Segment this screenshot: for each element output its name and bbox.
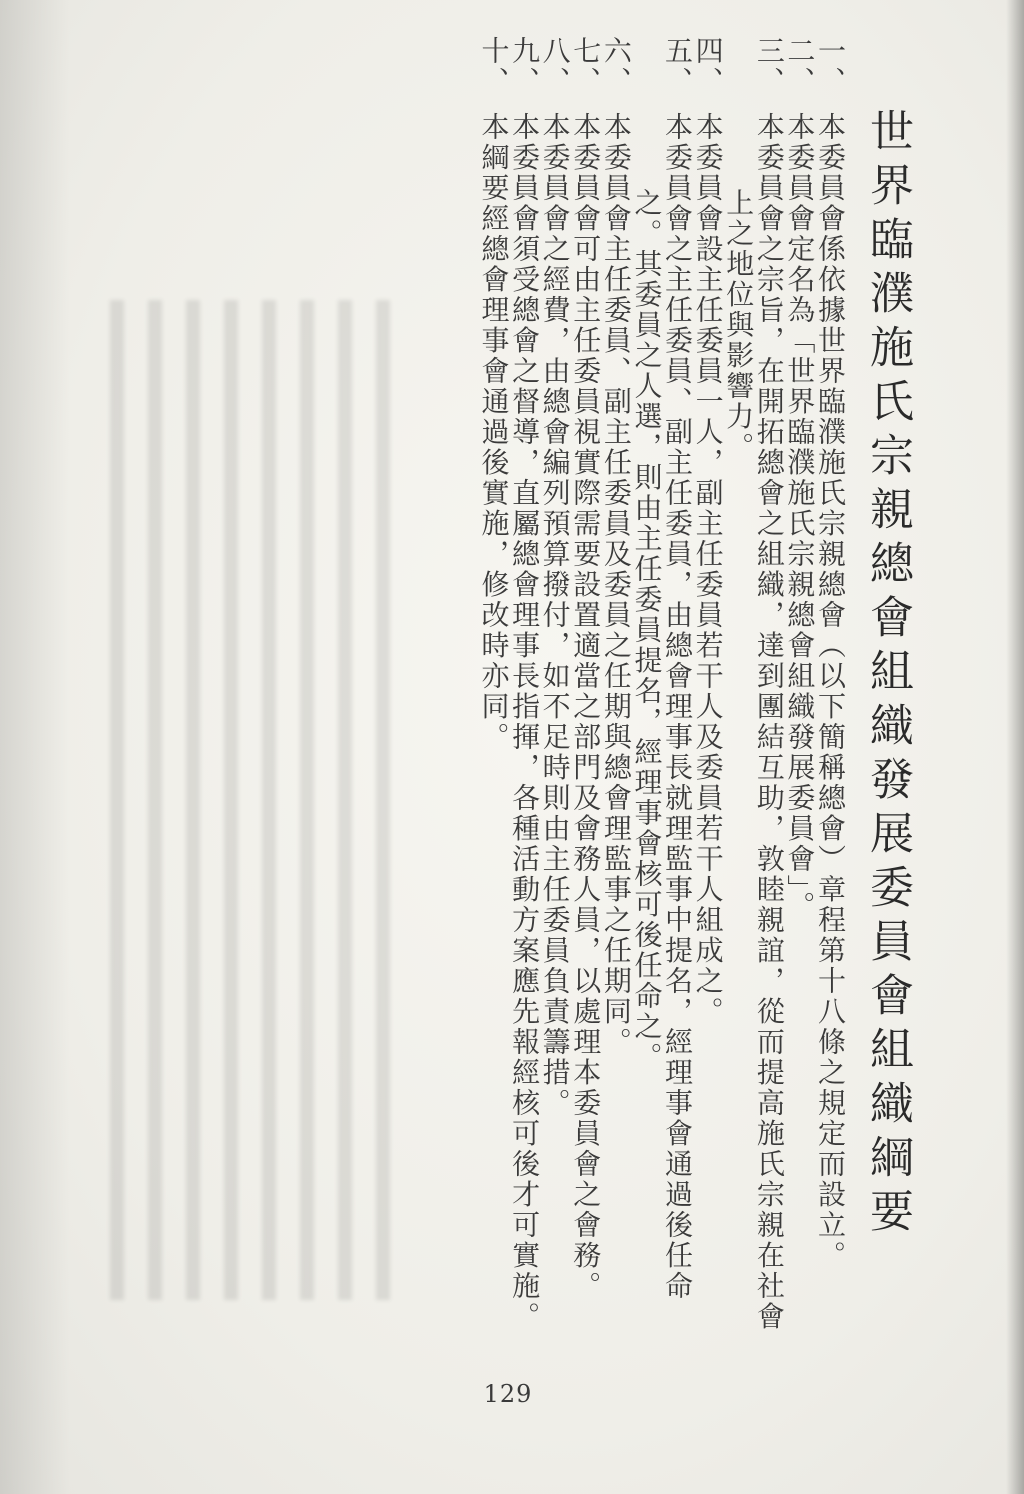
article-item: 五、本委員會之主任委員、副主任委員，由總會理事長就理監事中提名，經理事會通過後任命之。其委員之人選，則由主任委員提名，經理事會核可後任命之。 (630, 36, 695, 1302)
article-item: 四、本委員會設主任委員一人，副主任委員若干人及委員若干人組成之。 (691, 36, 725, 1027)
article-item: 一、本委員會係依據世界臨濮施氏宗親總會（以下簡稱總會）章程第十八條之規定而設立。 (814, 36, 847, 1271)
article-text: 本委員會須受總會之督導，直屬總會理事長指揮，各種活動方案應先報經核可後才可實施。 (508, 112, 542, 1332)
article-item: 十、本綱要經總會理事會通過後實施，修改時亦同。 (477, 36, 511, 753)
article-item: 九、本委員會須受總會之督導，直屬總會理事長指揮，各種活動方案應先報經核可後才可實施。 (508, 36, 542, 1332)
document-title: 世界臨濮施氏宗親總會組織發展委員會組織綱要 (862, 108, 913, 1242)
article-list (385, 36, 847, 1332)
article-item: 二、本委員會定名為「世界臨濮施氏宗親總會組織發展委員會」。 (783, 36, 817, 922)
article-text: 本委員會之宗旨，在開拓總會之組織，達到團結互助，敦睦親誼，從而提高施氏宗親在社會上之地位與影響力。 (722, 112, 786, 1332)
article-item: 七、本委員會可由主任委員視實際需要設置適當之部門及會務人員，以處理本委員會之會務。 (569, 36, 603, 1302)
article-item: 八、本委員會之經費，由總會編列預算撥付，如不足時則由主任委員負責籌措。 (538, 36, 572, 1119)
article-item: 六、本委員會主任委員、副主任委員及委員之任期與總會理監事之任期同。 (599, 36, 633, 1058)
article-item: 三、本委員會之宗旨，在開拓總會之組織，達到團結互助，敦睦親誼，從而提高施氏宗親在社會上之地位與影響力。 (722, 36, 786, 1332)
article-text: 本委員會主任委員、副主任委員及委員之任期與總會理監事之任期同。 (599, 112, 633, 1058)
page-number: 129 (483, 1380, 533, 1408)
page-edge-shadow-right (1006, 0, 1024, 1494)
article-text: 本委員會之主任委員、副主任委員，由總會理事長就理監事中提名，經理事會通過後任命之。其委員之人選，則由主任委員提名，經理事會核可後任命之。 (630, 112, 695, 1302)
show-through-bleed (110, 300, 410, 1300)
article-text: 本綱要經總會理事會通過後實施，修改時亦同。 (477, 112, 511, 753)
article-text: 本委員會係依據世界臨濮施氏宗親總會（以下簡稱總會）章程第十八條之規定而設立。 (814, 112, 847, 1271)
article-text: 本委員會可由主任委員視實際需要設置適當之部門及會務人員，以處理本委員會之會務。 (569, 112, 603, 1302)
page-edge-shadow-left (0, 0, 70, 1494)
article-text: 本委員會之經費，由總會編列預算撥付，如不足時則由主任委員負責籌措。 (538, 112, 572, 1119)
article-text: 本委員會定名為「世界臨濮施氏宗親總會組織發展委員會」。 (783, 112, 817, 922)
article-text: 本委員會設主任委員一人，副主任委員若干人及委員若干人組成之。 (691, 112, 725, 1027)
